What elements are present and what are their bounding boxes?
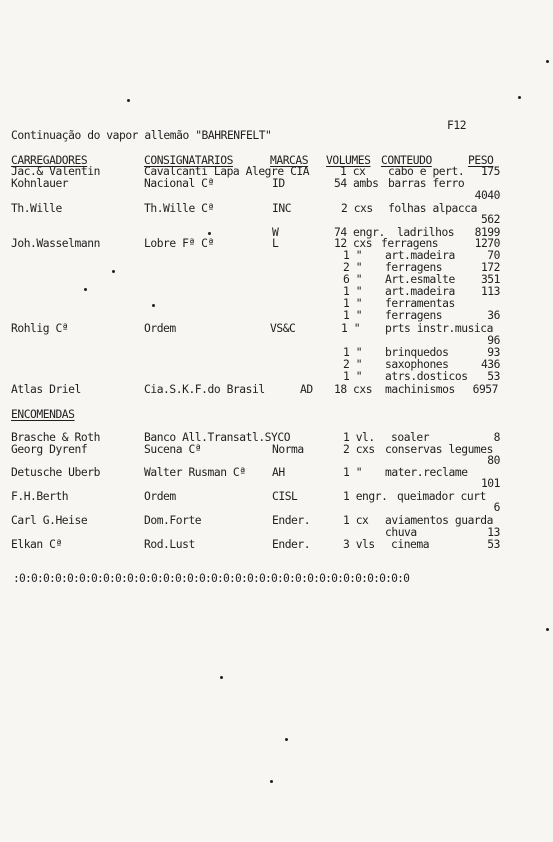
scan-speck (152, 304, 155, 307)
row-contents: machinismos (385, 383, 455, 396)
row-shipper: Detusche Uberb (11, 466, 100, 479)
scan-speck (518, 96, 521, 99)
row-contents: art.madeira (385, 285, 455, 298)
row-consignee: Sucena Cª (144, 443, 202, 456)
row-consignee: Lobre Fª Cª (144, 237, 214, 250)
row-shipper: Joh.Wasselmann (11, 237, 100, 250)
row-weight: 172 (480, 261, 500, 274)
row-weight: 53 (487, 538, 500, 551)
row-contents: soaler (391, 431, 430, 444)
row-shipper: Atlas Driel (11, 383, 81, 396)
row-mark: INC (272, 202, 292, 215)
scan-speck (127, 99, 130, 102)
row-mark: L (272, 237, 279, 250)
row-weight: 351 (480, 273, 500, 286)
row-mark: VS&C (270, 322, 296, 335)
row-shipper: Th.Wille (11, 202, 62, 215)
row-volumes: 1 " (341, 322, 361, 335)
row-weight: 70 (487, 249, 500, 262)
row-contents: ferragens (385, 309, 443, 322)
row-shipper: Kohnlauer (11, 177, 69, 190)
scan-speck (270, 780, 273, 783)
row-contents: art.madeira (385, 249, 455, 262)
row-contents: aviamentos guarda chuva (385, 514, 493, 539)
row-consignee: Th.Wille Cª (144, 202, 214, 215)
scan-speck (285, 738, 288, 741)
row-mark: Ender. (272, 514, 311, 527)
row-consignee: Ordem (144, 490, 176, 503)
row-weight: 6957 (472, 383, 498, 396)
row-shipper: Rohlig Cª (11, 322, 69, 335)
row-contents: ferramentas (385, 297, 455, 310)
row-weight: 8 (493, 431, 500, 444)
row-consignee: Rod.Lust (144, 538, 195, 551)
row-shipper: F.H.Berth (11, 490, 69, 503)
row-mark: ID (272, 177, 285, 190)
row-consignee: Dom.Forte (144, 514, 202, 527)
row-volumes: 1 vl. (343, 431, 375, 444)
row-volumes: 1 cx (340, 165, 366, 178)
row-volumes: 2 " (343, 358, 363, 371)
row-contents: saxophones (385, 358, 449, 371)
row-contents: queimador curt (397, 490, 486, 503)
row-mark: Ender. (272, 538, 311, 551)
row-volumes: 2 " (343, 261, 363, 274)
row-contents: ladrilhos (397, 226, 455, 239)
row-weight: 96 (487, 334, 500, 347)
row-shipper: Brasche & Roth (11, 431, 100, 444)
row-contents: cabo e pert. (388, 165, 465, 178)
page-number: F12 (447, 119, 467, 132)
row-mark: Norma (272, 443, 304, 456)
row-weight: 436 (480, 358, 500, 371)
separator-line: :0:0:0:0:0:0:0:0:0:0:0:0:0:0:0:0:0:0:0:0:0:0:0:0:0:0:0:0:0:0:0:0:0 (13, 572, 410, 585)
row-weight: 1270 (474, 237, 500, 250)
row-volumes: 2 cxs (341, 202, 373, 215)
row-volumes: 1 " (343, 285, 363, 298)
scan-speck (208, 232, 211, 235)
row-shipper: Jac.& Valentin (11, 165, 100, 178)
row-shipper: Georg Dyrenf (11, 443, 88, 456)
row-volumes: 74 engr. (334, 226, 385, 239)
row-volumes: 1 " (343, 249, 363, 262)
row-weight: 6 (493, 501, 500, 514)
header-consignees: CONSIGNATARIOS (144, 154, 233, 167)
row-weight: 4040 (474, 189, 500, 202)
row-contents: mater.reclame (385, 466, 468, 479)
row-volumes: 54 ambs (334, 177, 379, 190)
header-volumes: VOLUMES (326, 154, 371, 167)
header-marks: MARCAS (270, 154, 309, 167)
row-shipper: Elkan Cª (11, 538, 62, 551)
row-contents: Art.esmalte (385, 273, 455, 286)
row-weight: 53 (487, 370, 500, 383)
scan-speck (84, 288, 87, 291)
row-volumes: 6 " (343, 273, 363, 286)
row-volumes: 2 cxs (343, 443, 375, 456)
row-contents: ferragens (381, 237, 439, 250)
row-consignee: Banco All.Transatl.SYCO (144, 431, 291, 444)
row-volumes: 1 " (343, 370, 363, 383)
row-volumes: 12 cxs (334, 237, 373, 250)
header-weight: PESO (468, 154, 494, 167)
row-volumes: 1 engr. (343, 490, 388, 503)
row-contents: atrs.dosticos (385, 370, 468, 383)
section-heading-encomendas: ENCOMENDAS (11, 408, 75, 421)
scan-speck (546, 628, 549, 631)
row-consignee: Cavalcanti Lapa Alegre CIA (144, 165, 310, 178)
row-weight: 101 (480, 477, 500, 490)
row-mark: W (272, 226, 279, 239)
row-weight: 36 (487, 309, 500, 322)
row-contents: conservas legumes (385, 443, 493, 456)
row-weight: 8199 (474, 226, 500, 239)
page-heading: Continuação do vapor allemão "BAHRENFELT" (11, 129, 272, 142)
row-weight: 80 (487, 454, 500, 467)
row-weight: 562 (480, 213, 500, 226)
scan-speck (546, 60, 549, 63)
row-weight: 175 (480, 165, 500, 178)
row-weight: 93 (487, 346, 500, 359)
row-mark: CISL (272, 490, 298, 503)
row-contents: prts instr.musica (385, 322, 493, 335)
row-contents: ferragens (385, 261, 443, 274)
row-contents: barras ferro (388, 177, 465, 190)
row-mark: AD (300, 383, 313, 396)
row-contents: folhas alpacca (388, 202, 477, 215)
header-contents: CONTEUDO (381, 154, 432, 167)
row-mark: AH (272, 466, 285, 479)
row-consignee: Nacional Cª (144, 177, 214, 190)
row-volumes: 18 cxs (334, 383, 373, 396)
scan-speck (112, 270, 115, 273)
row-contents: brinquedos (385, 346, 449, 359)
row-volumes: 3 vls (343, 538, 375, 551)
row-consignee: Walter Rusman Cª (144, 466, 246, 479)
scan-speck (220, 676, 223, 679)
row-volumes: 1 " (343, 309, 363, 322)
row-volumes: 1 cx (343, 514, 369, 527)
row-shipper: Carl G.Heise (11, 514, 88, 527)
row-volumes: 1 " (343, 297, 363, 310)
row-volumes: 1 " (343, 346, 363, 359)
header-shippers: CARREGADORES (11, 154, 88, 167)
row-weight: 113 (480, 285, 500, 298)
row-contents: cinema (391, 538, 430, 551)
row-consignee: Cia.S.K.F.do Brasil (144, 383, 265, 396)
row-consignee: Ordem (144, 322, 176, 335)
row-volumes: 1 " (343, 466, 363, 479)
row-weight: 13 (487, 526, 500, 539)
